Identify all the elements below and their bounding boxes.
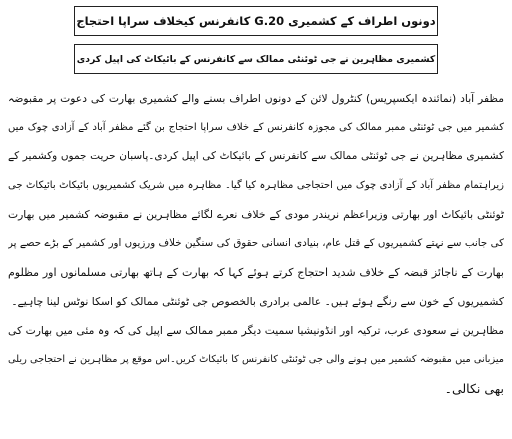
- headline-sub-text: کشمیری مظاہرین نے جی ٹوئنٹی ممالک سے کانفرنس کے بائیکاٹ کی اپیل کردی: [76, 54, 436, 65]
- article-body: [8, 84, 504, 403]
- headline-main-text: دونوں اطراف کے کشمیری G.20 کانفرنس کیخلاف سراپا احتجاج: [76, 14, 436, 28]
- headline-main: [74, 6, 438, 36]
- article-line: کشمیری مظاہرین نے جی ٹوئنٹی ممالک سے کانفرنس کے بائیکاٹ کی اپیل کردی۔پاسبان حریت جموں وکشمیر کے: [8, 150, 504, 162]
- article-line: کشمیریوں کے خون سے رنگے ہوئے ہیں۔ عالمی برادری بالخصوص جی ٹوئنٹی ممالک کو اسکا نوٹس لینا چاہیے۔: [11, 295, 504, 308]
- headline-sub: [74, 44, 438, 74]
- article-line: مظفر آباد (نمائندہ ایکسپریس) کنٹرول لائن کے دونوں اطراف بسنے والے کشمیری بھارت کی دعوت پر مقبوضہ: [8, 92, 504, 105]
- article-line: ٹوئنٹی بائیکاٹ اور بھارتی وزیراعظم نریندر مودی کے خلاف نعرے لگائے مظاہرین نے مقبوضہ کشمیر میں بھارت: [8, 208, 504, 221]
- article-line: بھی نکالی۔: [444, 381, 504, 396]
- article-line: کشمیر میں جی ٹوئنٹی ممبر ممالک کی مجوزہ کانفرنس کے خلاف سراپا احتجاج بن گئے مظفر آباد کے آزادی چوک میں: [8, 122, 504, 133]
- article-line: بھارت کے ناجائز قبضہ کے خلاف شدید احتجاج کرتے ہوئے کہا کہ بھارت کے ہاتھ بھارتی مسلمانوں اور مظلوم: [8, 266, 504, 279]
- article-line: میزبانی میں مقبوضہ کشمیر میں ہونے والی جی ٹوئنٹی کانفرنس کا بائیکاٹ کریں۔اس موقع پر مظاہرین نے احتجاجی ریلی: [8, 354, 504, 365]
- article-line: کی جانب سے نہتے کشمیریوں کے قتل عام، بنیادی انسانی حقوق کی سنگین خلاف ورزیوں اور کشمیر کے بڑے حصے پر: [8, 237, 504, 249]
- article-line: زیراہتمام مظفر آباد کے آزادی چوک میں احتجاجی مظاہرہ کیا گیا۔ مظاہرہ میں شریک کشمیریوں بائیکاٹ بائیکاٹ جی: [8, 180, 504, 191]
- article-line: مظاہرین نے سعودی عرب، ترکیہ اور انڈونیشیا سمیت دیگر ممبر ممالک سے اپیل کی کہ وہ مئی میں بھارت کی: [8, 324, 504, 337]
